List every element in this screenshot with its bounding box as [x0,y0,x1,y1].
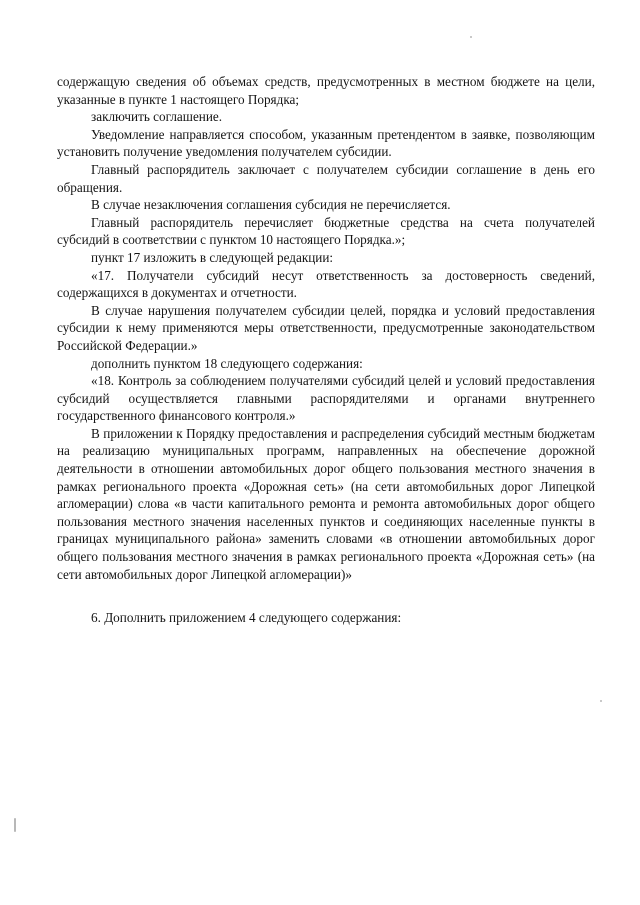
paragraph: «17. Получатели субсидий несут ответственность за достоверность сведений, содержащихся в документах и отчетности. [57,267,595,301]
document-body [57,73,595,627]
scan-speck [600,700,602,702]
paragraph: Главный распорядитель заключает с получателем субсидии соглашение в день его обращения. [57,161,595,195]
paragraph-gap [57,583,595,609]
scan-speck [14,818,16,832]
paragraph: В случае нарушения получателем субсидии целей, порядка и условий предоставления субсидии к нему применяются меры ответственности, предусмотренные законодательством Российской Федерации.» [57,302,595,353]
paragraph: дополнить пунктом 18 следующего содержания: [91,355,363,371]
section-heading: 6. Дополнить приложением 4 следующего содержания: [91,610,402,626]
paragraph: В случае незаключения соглашения субсидия не перечисляется. [91,197,451,213]
paragraph: Уведомление направляется способом, указанным претендентом в заявке, позволяющим установить получение уведомления получателем субсидии. [57,126,595,160]
paragraph: «18. Контроль за соблюдением получателями субсидий целей и условий предоставления субсидий осуществляется главными распорядителями и органами внутреннего государственного финансового контроля.» [57,373,595,424]
paragraph: Главный распорядитель перечисляет бюджетные средства на счета получателей субсидий в соответствии с пунктом 10 настоящего Порядка.»; [57,214,595,248]
paragraph: пункт 17 изложить в следующей редакции: [91,249,334,265]
paragraph: В приложении к Порядку предоставления и распределения субсидий местным бюджетам на реализацию муниципальных программ, направленных на обеспечение дорожной деятельности в отношении автомобильных дорог общего пользования местного значения в рамках регионального проекта «Дорожная сеть» (на сети автомобильных дорог Липецкой агломерации) слова «в части капитального ремонта и ремонта автомобильных дорог общего пользования местного значения населенных пунктов и соединяющих населенные пункты в границах муниципального района» заменить словами «в отношении автомобильных дорог общего пользования местного значения в рамках регионального проекта «Дорожная сеть» (на сети автомобильных дорог Липецкой агломерации)» [57,425,595,582]
paragraph: заключить соглашение. [91,109,223,125]
scan-speck [470,36,472,38]
paragraph: содержащую сведения об объемах средств, предусмотренных в местном бюджете на цели, указанные в пункте 1 настоящего Порядка; [57,74,595,107]
